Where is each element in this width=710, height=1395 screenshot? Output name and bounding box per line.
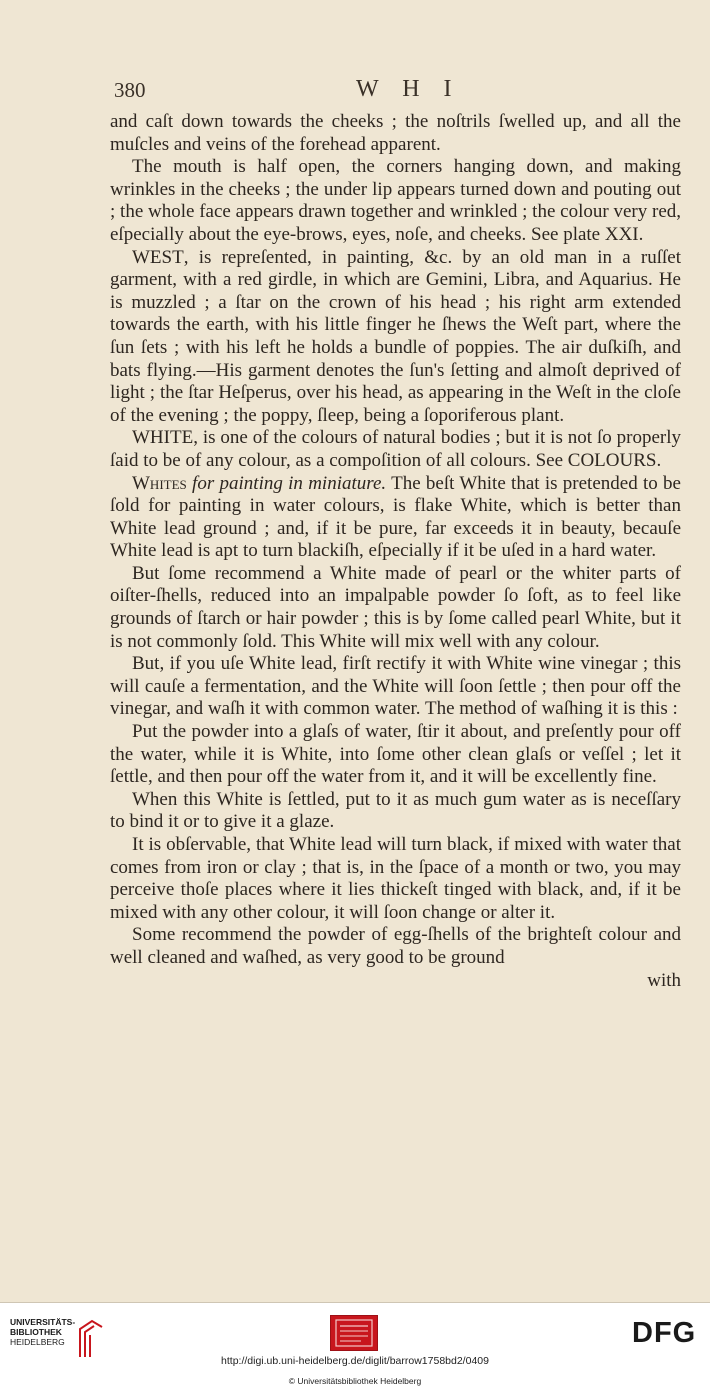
text-run: But, if you uſe White lead, firſt rectify it with White wine vinegar ; this will cauſe a fermentation, and the White will ſoon ſettle ; then pour off the vinegar, and waſh it with common water. The method of waſhing it is this : xyxy=(110,653,681,720)
text-run: , is repreſented, in painting, &c. by an old man in a ruſſet garment, with a red girdle, in which are Gemini, Libra, and Aquarius. He is muzzled ; a ſtar on the crown of his head ; his right arm extended towards the earth, with his little finger he ſhews the Weſt part, where the ſun ſets ; with his left he holds a bundle of poppies. The air duſkiſh, and bats flying.—His garment denotes the ſun's ſetting and almoſt deprived of light ; the ſtar Heſperus, over his head, as appearing in the Weſt in the cloſe of the evening ; the poppy, ſleep, being a ſoporiferous plant. xyxy=(110,246,681,426)
text-run: . xyxy=(656,449,662,471)
copyright-notice: © Universitätsbibliothek Heidelberg xyxy=(288,1376,422,1386)
text-run: WEST xyxy=(132,246,184,268)
text-run: COLOURS xyxy=(567,449,657,471)
body-text xyxy=(110,111,681,992)
paragraph xyxy=(110,789,681,834)
running-head: W H I xyxy=(356,76,461,102)
page-number: 380 xyxy=(114,78,146,102)
text-run: The beſt White that is pretended to be ſold for painting in water colours, is flake White, which is better than White lead ground ; and, if it be pure, far exceeds it in beauty, becauſe White lead is apt to turn blackiſh, eſpecially if it be uſed in a hard water. xyxy=(110,472,681,562)
text-run: The mouth is half open, the corners hanging down, and making wrinkles in the cheeks ; the under lip appears turned down and pouting out ; the whole face appears drawn together and wrinkled ; the colour very red, eſpecially about the eye-brows, eyes, noſe, and cheeks. See plate XXI. xyxy=(110,156,681,245)
dfg-logo[interactable]: DFG xyxy=(632,1317,697,1349)
paragraph xyxy=(110,156,681,246)
digitization-logo xyxy=(330,1315,378,1351)
paragraph xyxy=(110,473,681,563)
paragraph xyxy=(110,247,681,428)
text-run: Some recommend the powder of egg-ſhells of the brighteſt colour and well cleaned and waſhed, as very good to be ground xyxy=(110,924,681,968)
library-name-line: UNIVERSITÄTS- xyxy=(10,1317,76,1327)
text-run: It is obſervable, that White lead will turn black, if mixed with water that comes from iron or clay ; that is, in the ſpace of a month or two, you may perceive thoſe places where it lies thickeſt tinged with black, and, if it be mixed with any other colour, it will ſoon change or alter it. xyxy=(110,834,681,923)
text-run: Put the powder into a glaſs of water, ſtir it about, and preſently pour off the water, while it is White, into ſome other clean glaſs or veſſel ; let it ſettle, and then pour off the water from it, and it will be excellently fine. xyxy=(110,721,681,788)
library-name-line: HEIDELBERG xyxy=(10,1337,65,1347)
paragraph xyxy=(110,111,681,156)
digitization-mark-icon xyxy=(331,1316,377,1350)
catchword: with xyxy=(647,969,681,991)
paragraph xyxy=(110,563,681,653)
permalink-url[interactable]: http://digi.ub.uni-heidelberg.de/diglit/barrow1758bd2/0409 xyxy=(221,1355,489,1367)
footer xyxy=(0,1303,710,1395)
paragraph xyxy=(110,427,681,472)
text-run: WHITE xyxy=(132,427,194,449)
paragraph xyxy=(110,924,681,969)
text-run: Whites xyxy=(132,472,187,494)
paragraph xyxy=(110,721,681,789)
text-run: But ſome recommend a White made of pearl or the whiter parts of oiſter-ſhells, reduced into an impalpable powder ſo ſoft, as to feel like grounds of ſtarch or hair powder ; this is by ſome called pearl White, but it is not commonly ſold. This White will mix well with any colour. xyxy=(110,562,681,652)
paragraph xyxy=(110,653,681,721)
paragraph xyxy=(110,834,681,924)
text-run: When this White is ſettled, put to it as much gum water as is neceſſary to bind it or to give it a glaze. xyxy=(110,788,681,833)
text-run: for painting in miniature. xyxy=(186,472,387,494)
text-run: and caſt down towards the cheeks ; the noſtrils ſwelled up, and all the muſcles and veins of the forehead apparent. xyxy=(110,111,681,155)
text-run: , is one of the colours of natural bodies ; but it is not ſo properly ſaid to be of any colour, as a compoſition of all colours. See xyxy=(110,427,681,471)
library-name-line: BIBLIOTHEK xyxy=(10,1327,62,1337)
